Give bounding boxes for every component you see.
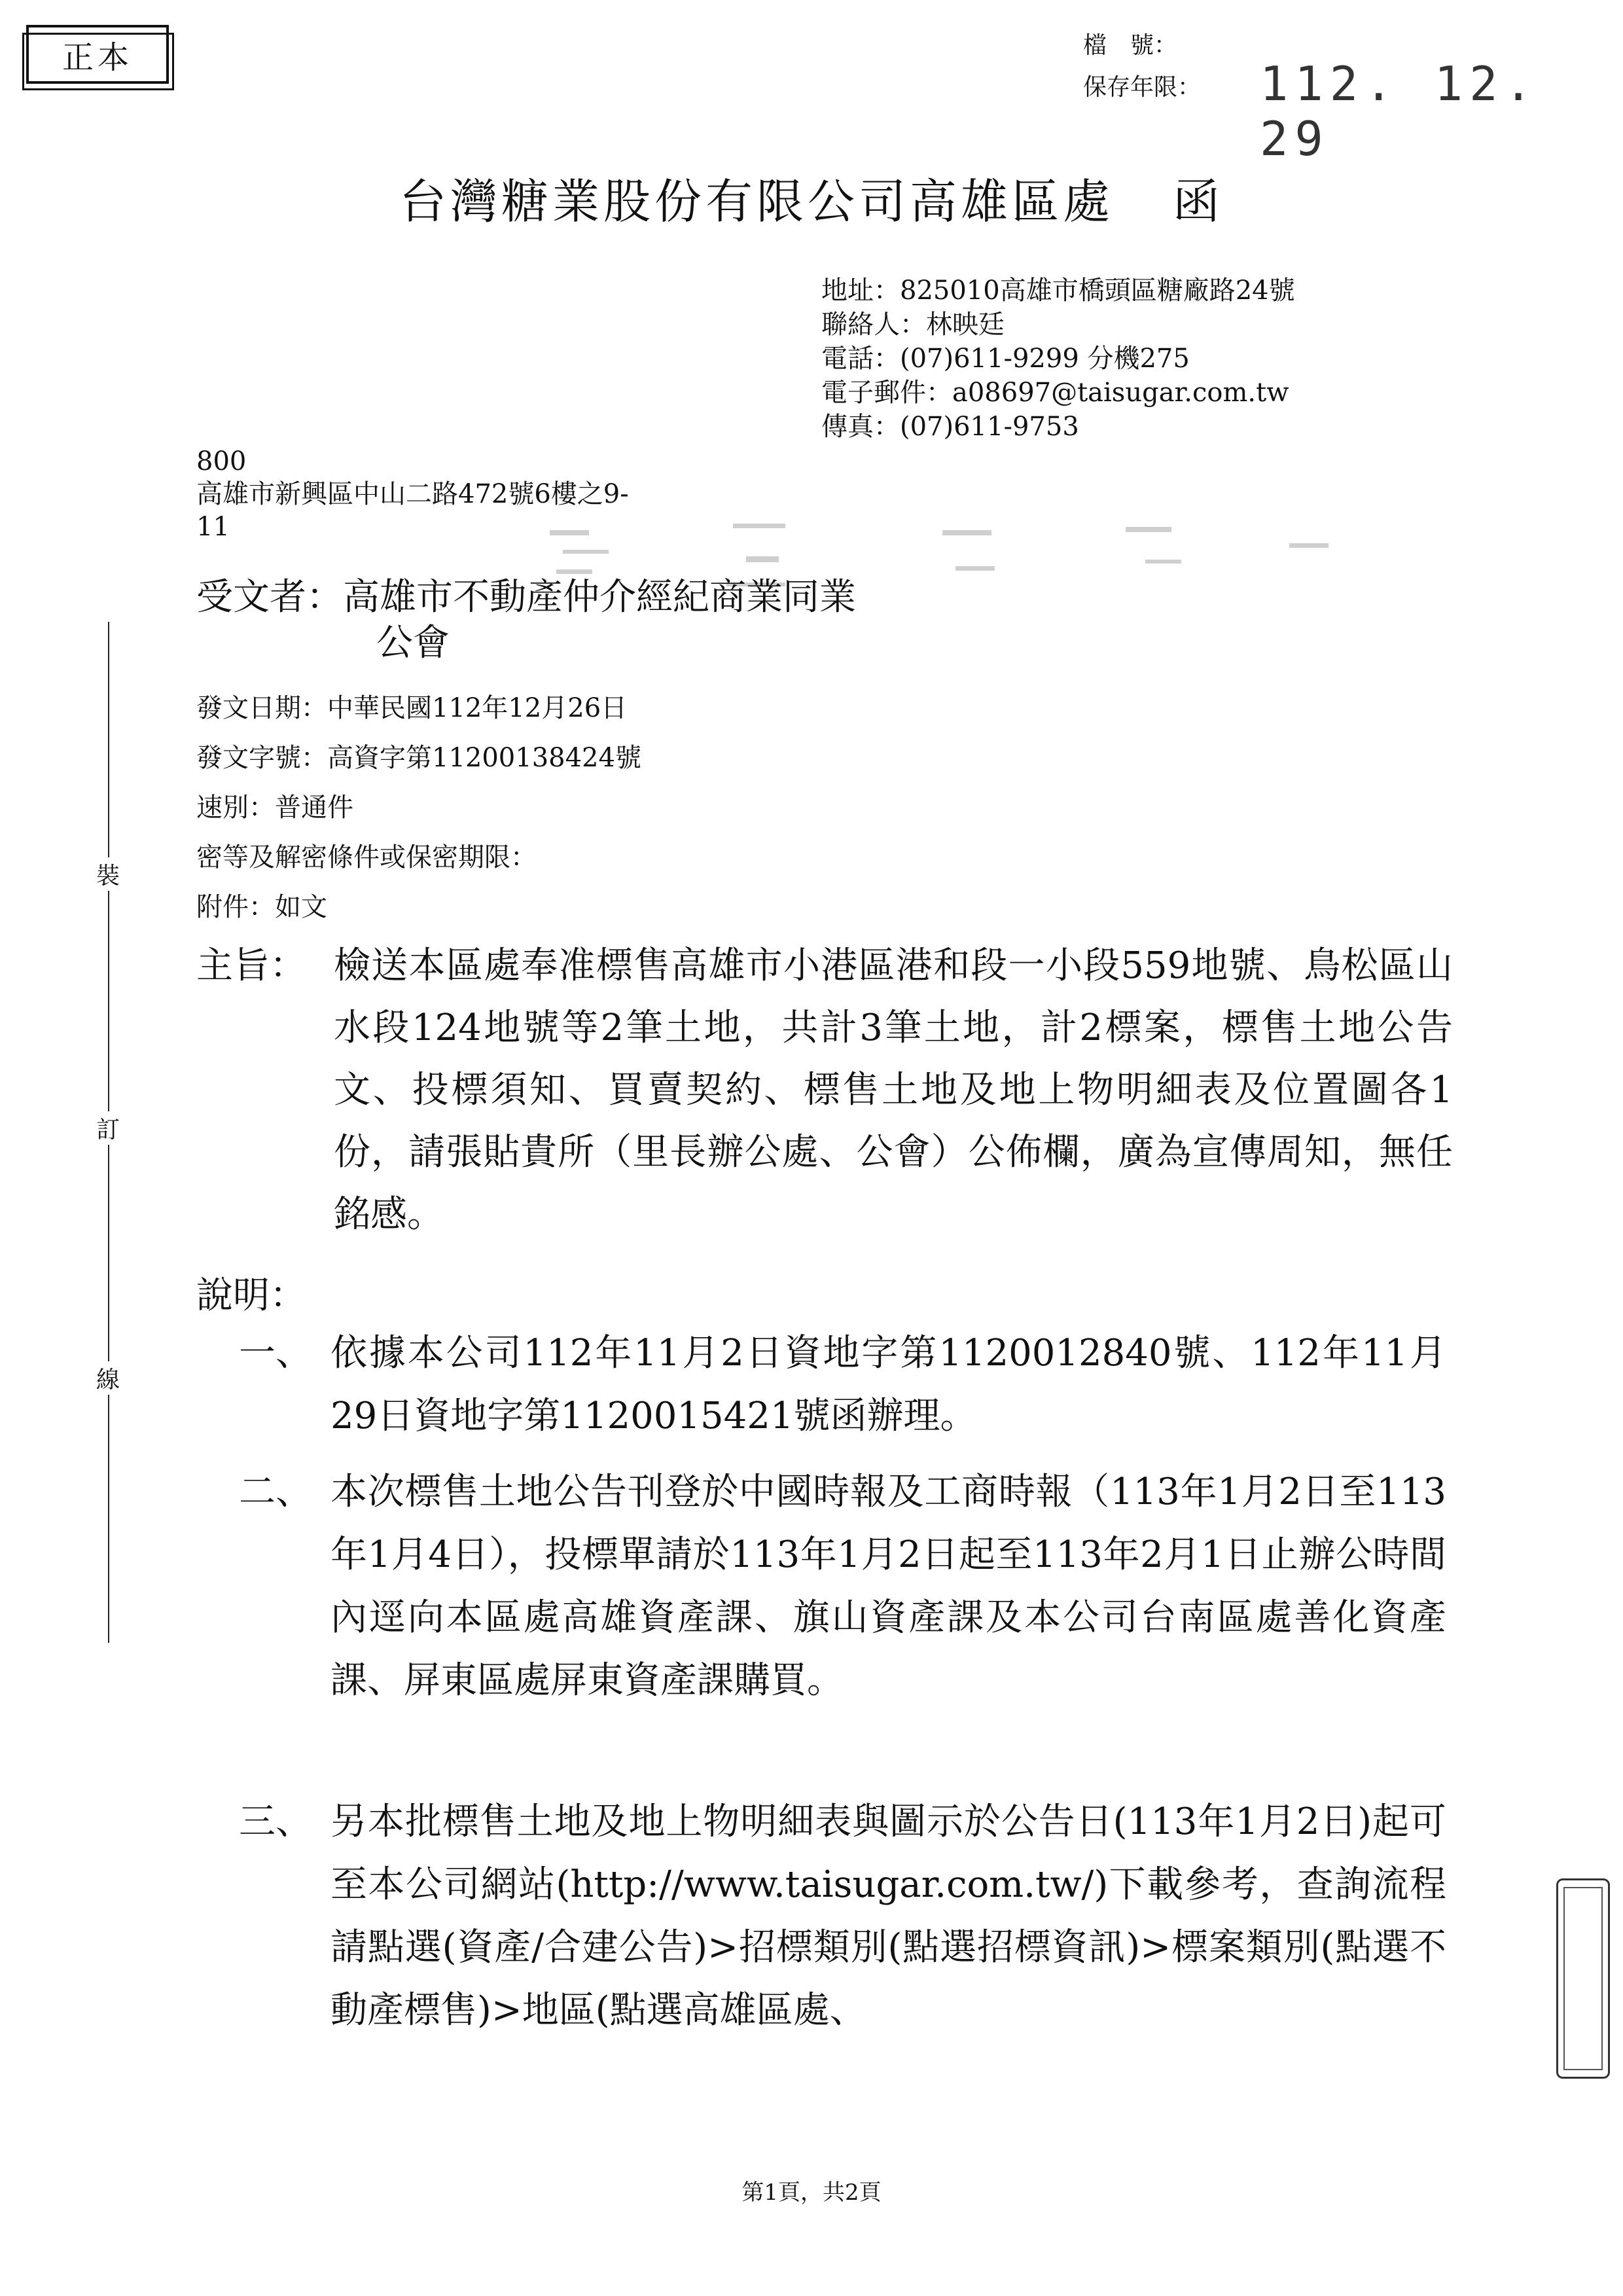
explanation-item-text: 依據本公司112年11月2日資地字第1120012840號、112年11月29日資地字第1120015421號函辦理。 (330, 1332, 1446, 1437)
recipient-postal-code: 800 (196, 446, 247, 476)
recipient-label: 受文者： (196, 576, 343, 619)
explanation-label: 說明： (196, 1274, 306, 1317)
seal-stamp (1556, 1878, 1610, 2079)
explanation-item-text: 本次標售土地公告刊登於中國時報及工商時報（113年1月2日至113年1月4日），投標單請於113年1月2日起至113年2月1日止辦公時間內逕向本區處高雄資產課、旗山資產課及本公司台南區處善化資產課、屏東區處屏東資產課購買。 (330, 1471, 1446, 1702)
recipient-address-line2: 11 (196, 512, 230, 542)
explanation-item-number: 三、 (239, 1801, 312, 1843)
subject-text: 檢送本區處奉准標售高雄市小港區港和段一小段559地號、鳥松區山水段124地號等2筆土地，共計3筆土地，計2標案，標售土地公告文、投標須知、買賣契約、標售土地及地上物明細表及位置圖各1份，請張貼貴所（里長辦公處、公會）公佈欄，廣為宣傳周知，無任銘感。 (334, 944, 1453, 1236)
explanation-item-2 (239, 1461, 1446, 1712)
document-type: 函 (1173, 174, 1224, 229)
original-copy-stamp (26, 25, 169, 84)
page-number: 第1頁，共2頁 (741, 2179, 882, 2206)
subject-section (196, 935, 1453, 1246)
retention-period-label: 保存年限： (1083, 74, 1202, 101)
document-title (0, 164, 1623, 232)
recipient (196, 575, 856, 666)
subject-label: 主旨： (196, 944, 306, 987)
sender-address: 地址：825010高雄市橋頭區糖廠路24號 (821, 276, 1295, 306)
binding-char-1: 裝 (96, 857, 120, 891)
binding-char-2: 訂 (96, 1111, 120, 1145)
explanation-item-number: 二、 (239, 1471, 312, 1513)
explanation-item-3 (239, 1791, 1446, 2042)
recipient-name-line2: 公會 (376, 622, 450, 664)
recipient-name-line1: 高雄市不動產仲介經紀商業同業 (343, 576, 856, 619)
seal-inner-border (1563, 1887, 1603, 2070)
document-number: 發文字號：高資字第11200138424號 (196, 743, 641, 773)
explanation-item-number: 一、 (239, 1332, 312, 1374)
explanation-item-1 (239, 1322, 1446, 1448)
issue-date: 發文日期：中華民國112年12月26日 (196, 693, 628, 723)
organization-name: 台灣糖業股份有限公司高雄區處 (399, 174, 1114, 229)
recipient-address-line1: 高雄市新興區中山二路472號6樓之9- (196, 479, 629, 509)
attachment: 附件：如文 (196, 892, 327, 922)
file-number-label: 檔 號： (1083, 32, 1178, 59)
contact-email: 電子郵件：a08697@taisugar.com.tw (821, 378, 1289, 408)
document-meta (196, 683, 641, 932)
contact-fax: 傳真：(07)611-9753 (821, 412, 1079, 442)
received-date-stamp: 112. 12. 29 (1260, 56, 1539, 166)
contact-person: 聯絡人：林映廷 (821, 310, 1005, 340)
delivery-speed: 速別：普通件 (196, 793, 353, 823)
confidentiality: 密等及解密條件或保密期限： (196, 842, 537, 872)
file-info (1083, 25, 1201, 109)
contact-phone: 電話：(07)611-9299 分機275 (821, 344, 1190, 374)
sender-contact-block (821, 274, 1295, 444)
original-copy-label: 正本 (62, 39, 133, 76)
binding-line (96, 622, 120, 1643)
explanation-item-text: 另本批標售土地及地上物明細表與圖示於公告日(113年1月2日)起可至本公司網站(http://www.taisugar.com.tw/)下載參考，查詢流程請點選(資產/合建公告)>招標類別(點選招標資訊)>標案類別(點選不動產標售)>地區(點選高雄區處、 (330, 1801, 1446, 2032)
binding-char-3: 線 (96, 1361, 120, 1395)
